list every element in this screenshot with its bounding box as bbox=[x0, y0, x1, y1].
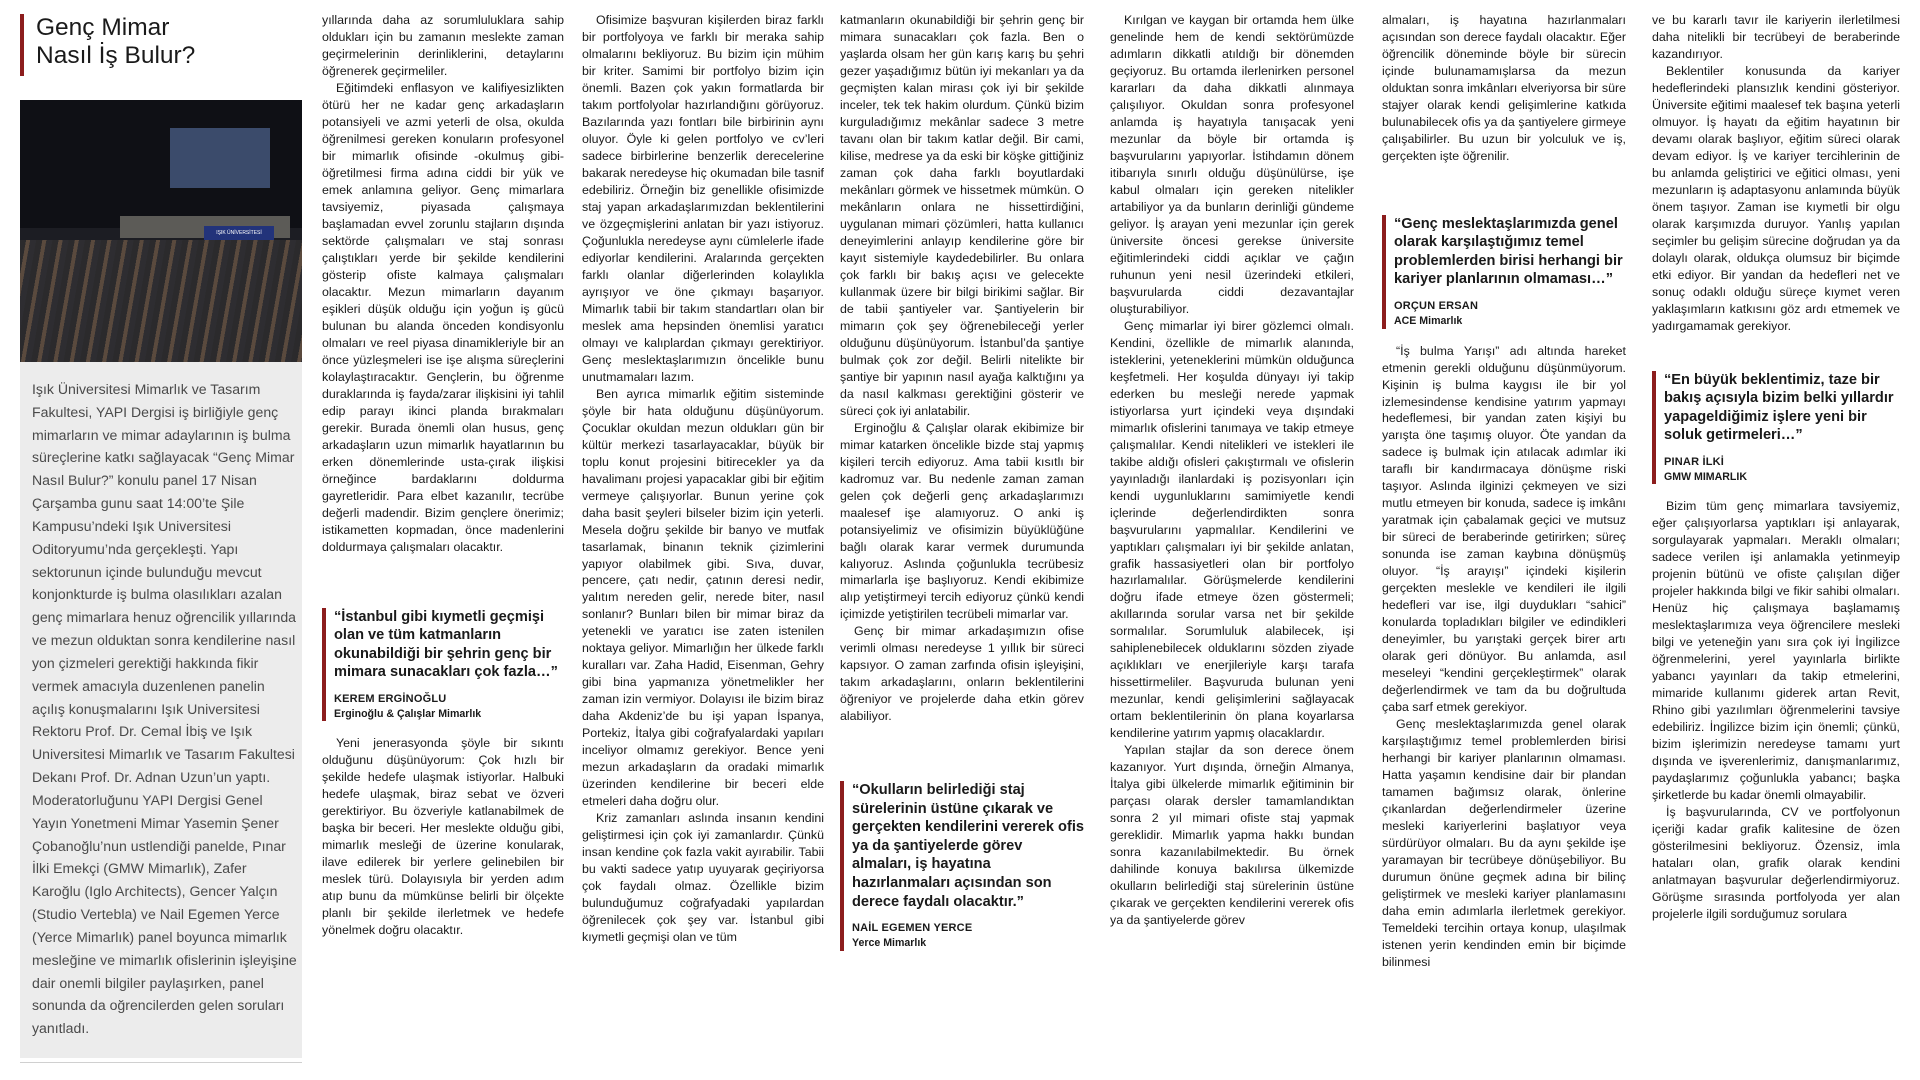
paragraph: katmanların okunabildiği bir şehrin genç bir mimara sunacakları çok fazla. Ben o yaşlarda olsam her gün karış karış bu şehri gezer yaşadığımız bütün iyi mekanları ya da geçmişten kalan mirası çok iyi bir şekilde inceler, tek tek hakim olurdum. Çünkü bizim kurguladığımız mekânlar sadece 3 metre tavanı olan bir takım katlar değil. Bir cami, kilise, medrese ya da eski bir köşke gittiğiniz zaman çok daha farklı boyutlardaki mekânları görmek ve hissetmek mümkün. O mekânların onlara ne hissettirdiğini, uygulanan mimari çözümleri, hatta kullanıcı deneyimlerini anlayıp kendilerine göre bir kayıt sistemiyle kaydedebilirler. Bu onlara çok farklı bir bakış açısı ve gelecekte kullanmak üzere bir bilgi birikimi sağlar. Bir de tabii şantiyeler var. Şantiyelerin bir mimarın çok şey öğrenebileceği yerler olduğunu düşünüyorum. İstanbul’da şantiye bulmak çok zor değil. Belirli nitelikte bir şantiye bir yapının nasıl ayağa kalktığını ya da nasıl kalkması gerektiğini gösterir ve süreci çok iyi anlatabilir. bbox=[840, 13, 1084, 418]
quote-firm: ACE Mimarlık bbox=[1394, 315, 1463, 328]
bottom-rule bbox=[20, 1062, 302, 1063]
paragraph: “İş bulma Yarışı” adı altında hareket etmenin gerekli olduğunu düşünmüyorum. Kişinin iş bulma kaygısı ile bir yol izlemesindense kendisine yatırım yapmayı hedeflemesi, bir yandan zaten kişiyi bu yarışta öne taşımış oluyor. Öte yandan da sadece iş bulmak için atılacak adımlar iki taraflı bir kandırmacaya dönüşme riski taşıyor. Aslında ilginizi çekmeyen ve sizi mutlu etmeyen bir konuda, sadece iş imkânı yaratmak için çabalamak geçici ve mutsuz bir süreci de beraberinde getirirken; süreç sonunda ise zaman kaybına dönüşmüş oluyor. “İş arayışı” içindeki kişilerin gerçekten meslekle ve kendileri ile ilgili hedefleri var ise, ilgi duydukları “sahici” konularda topladıkları bilgiler ve edindikleri deneyimler, bu yarıştaki gerçek birer artı olarak geri dönüyor. Bu anlamda, asıl meseleyi “kendini gerçekleştirmek” olarak değerlendirmek ve tam da bu doğrultuda çaba sarf etmek gerekiyor. bbox=[1382, 343, 1626, 715]
projection-screen bbox=[170, 128, 270, 188]
pull-quote bbox=[1382, 215, 1626, 329]
university-banner bbox=[204, 226, 274, 240]
paragraph: İş başvurularında, CV ve portfolyonun içeriği kadar grafik kalitesine de özen gösterilmesini bekliyoruz. Özensiz, imla hataları olan, grafik olarak kendini anlatmayan başvurular değerlendirmiyoruz. Görüşme sırasında portfolyoda yer alan projelerle ilgili sorduğumuz sorulara bbox=[1652, 805, 1900, 922]
column-7 bbox=[1652, 12, 1900, 923]
paragraph: Genç mimarlar iyi birer gözlemci olmalı. Kendini, özellikle de mimarlık alanında, isteklerini, yeteneklerini mümkün olduğunca keşfetmeli. Her koşulda dünyayı iyi takip ederken bu mesleği nerede yapmak istiyorlarsa yurt içindeki veya dışındaki mimarlık ofislerini tanımaya ve takip etmeye çalışmalılar. Kendi nitelikleri ve istekleri ile takibe aldığı ofisleri çakıştırmalı ve ofislerin yayınladığı ilanlardaki iş pozisyonları için kendi uygunluklarını samimiyetle kendi içlerinde değerlendirdikten sonra başvurularını yapmalılar. Kendilerini ve yaptıkları çalışmaları iyi bir şekilde anlatan, grafik hassasiyetleri olan bir portfolyo hazırlamalılar. Görüşmelerde kendilerini doğru ifade etmeye özen göstermeli; akıllarında sorular varsa net bir şekilde sormalılar. Sorumluluk alabilecek, işi sahiplenebilecek olduklarını sözden ziyade açıklıkları ve enerjileriyle karşı tarafa hissettirmeliler. Başvuruda bulunan yeni mezunlar, kendi gelişimlerini sağlayacak ortam beklentilerinin ön plana koyarlarsa kendilerine yatırım yapmış olacaklardır. bbox=[1110, 318, 1354, 741]
title-column bbox=[20, 14, 302, 76]
title-block bbox=[20, 14, 302, 76]
title-line-1: Genç Mimar bbox=[36, 14, 170, 41]
pull-quote bbox=[840, 781, 1084, 950]
paragraph: Bizim tüm genç mimarlara tavsiyemiz, eğer çalışıyorlarsa yaptıkları işi anlayarak, sorgulayarak yapmaları. Meraklı olmaları; sadece verilen işi anlamakla yetinmeyip projenin bütünü ve ofiste çalışılan diğer projeler hakkında bilgi ve fikir sahibi olmaları. Henüz hiç çalışmaya başlamamış meslektaşlarımıza veya öğrencilere mesleki bilgi ve yeteneğin yanı sıra çok iyi İngilizce öğrenmelerini, yerel yayınlarla birlikte yabancı yayınları da takip etmelerini, mimaride kullanımı giderek artan Revit, Rhino gibi yazılımları öğrenmelerini tavsiye edebiliriz. İngilizce bizim için önemli; çünkü, bizim işlerimizin neredeyse tamamı yurt dışında ve işverenlerimiz, danışmanlarımız, paydaşlarımız çoğunlukla yabancı; başka şirketlerde bu kadar önemli olmayabilir. bbox=[1652, 499, 1900, 803]
title-line-2: Nasıl İş Bulur? bbox=[36, 42, 196, 70]
quote-author: KEREM ERGİNOĞLU bbox=[334, 692, 447, 705]
paragraph: ve bu kararlı tavır ile kariyerin ilerletilmesi daha nitelikli bir tecrübeyi de beraberinde kazandırıyor. bbox=[1652, 13, 1900, 61]
paragraph: Yapılan stajlar da son derece önem kazanıyor. Yurt dışında, örneğin Almanya, İtalya gibi ülkelerde mimarlık eğitiminin bir parçası olarak dersler tamamlandıktan sonra 2 yıl mimari ofiste staj yapmak gereklidir. Mimarlık yapma hakkı bundan sonra kazanılabilmektedir. Bu örnek dahilinde konuya bakılırsa ülkemizde okulların belirlediği staj sürelerinin üstüne çıkarak ve gerçekten kendilerini vererek ofis ya da şantiyelerde görev bbox=[1110, 743, 1354, 928]
paragraph: Genç meslektaşlarımızda genel olarak karşılaştığımız temel problemlerden birisi herhangi bir kariyer planlarının olmaması. Hatta yaşamın kendisine dair bir plandan tamamen bağımsız olarak, önlerine çıkanlardan değerlendirmeler üzerine mesleki kariyerlerini başlatıyor veya sürdürüyor olmaları. Bu da aynı şekilde işe yaramayan bir tecrübeye dönüşebiliyor. Bu durumun önüne geçmek adına bir bilinç geliştirmek ve mesleki kariyer planlamasını daha emin adımlarla ilerletmek gerekiyor. Temeldeki tercihin ortaya konup, ulaşılmak istenen yerin kendinden emin bir biçimde bilinmesi bbox=[1382, 717, 1626, 969]
paragraph: Beklentiler konusunda da kariyer hedeflerindeki plansızlık kendini gösteriyor. Üniversite eğitimi maalesef tek başına yeterli olmuyor. İş hayatı da eğitim hayatının bir devamı olarak başlıyor, eğitim süreci olarak devam ediyor. İş ve kariyer tercihlerinin de bu anlamda geliştirici ve eğitici olması, yeni mezunların iş adaptasyonu anlamında büyük önem taşıyor. Zaman ise kıymetli bir olgu olarak karşımızda duruyor. Yanlış yapılan seçimler bu gelişim sürecine doğrudan ya da dolaylı olarak, oldukça olumsuz bir biçimde etki ediyor. Bir yandan da hedefleri net ve sonuç odaklı olduğu süreçe kıymet veren yaklaşımların katkısını göz ardı etmemek ve yadırgamamak gerekiyor. bbox=[1652, 63, 1900, 333]
quote-firm: Erginoğlu & Çalışlar Mimarlık bbox=[334, 707, 482, 720]
quote-author: PINAR İLKİ bbox=[1664, 455, 1725, 468]
audience bbox=[20, 240, 302, 362]
paragraph: almaları, iş hayatına hazırlanmaları açısından son derece faydalı olacaktır. Eğer öğrencilik döneminde böyle bir sürecin içinde bulunamamışlarsa da mezun olduktan sonra imkânları elveriyorsa bir süre stajyer olarak kendi gelişimlerine katkıda bulunabilecek ofis ya da şantiyelere girmeye çalışabilirler. Bu uzun bir yolculuk ve iş, gerçekten işte öğrenilir. bbox=[1382, 13, 1626, 163]
intro-text: Işık Üniversitesi Mimarlık ve Tasarım Fakultesi, YAPI Dergisi iş birliğiyle genç mimarların ve mimar adaylarının iş bulma süreçlerine katkı sağlayacak “Genç Mimar Nasıl Bulur?” konulu panel 17 Nisan Çarşamba gunu saat 14:00’te Şile Kampusu’ndeki Işık Universitesi Oditoryumu’nda gerçekleşti. Yapı sektorunun içinde bulunduğu mevcut konjonkturde iş bulma olasılıkları azalan genç mimarlara henuz oğrencilik yıllarında ve mezun olduktan sonra kendilerine nasıl yon çizmeleri gerektiği hakkında fikir vermek amacıyla duzenlenen panelin açılış konuşmalarını Işık Universitesi Rektoru Prof. Dr. Cemal İbiş ve Işık Universitesi Mimarlık ve Tasarım Fakultesi Dekanı Prof. Dr. Adnan Uzun’un yaptı. Moderatorluğunu YAPI Dergisi Genel Yayın Yonetmeni Mimar Yasemin Şener Çobanoğlu’nun ustlendiği panelde, Pınar İlki Emekçi (GMW Mimarlık), Zafer Karoğlu (Iglo Architects), Gencer Yalçın (Studio Vertebla) ve Nail Egemen Yerce (Yerce Mimarlık) panel boyunca mimarlık mesleğine ve mimarlık ofislerinin işleyişine dair onemli bilgiler paylaşırken, panel sonunda da oğrencilerden gelen soruları yanıtladı. bbox=[32, 381, 297, 1037]
quote-firm: GMW MIMARLIK bbox=[1664, 470, 1747, 483]
column-3 bbox=[582, 12, 824, 946]
paragraph: yıllarında daha az sorumluluklara sahip oldukları için bu zamanın meslekte zaman geçirmelerinin derinliklerini, detaylarını öğrenerek geçirmeliler. bbox=[322, 13, 564, 78]
banner-text: IŞIK ÜNİVERSİTESİ bbox=[216, 230, 262, 236]
paragraph: Kırılgan ve kaygan bir ortamda hem ülke genelinde hem de kendi sektörümüzde adımların dikkatli atıldığı bir dönemden geçiyoruz. Bu ortamda ilerlenirken personel kararları da daha dikkatli alınmaya çalışılıyor. Okuldan sonra profesyonel anlamda iş hayatıyla tanışacak yeni mezunlar da böyle bir ortamda iş başvurularını yapıyorlar. İstihdamın dönem itibarıyla sınırlı olduğu düşünülürse, işe kabul olmaları için gereken nitelikler artabiliyor ya da bunların derinliği gündeme geliyor. İş arayan yeni mezunlar için gerek üniversite öncesi gerekse üniversite eğitimlerindeki ciddi açıklar ve çağın ruhunun yeni nesil üzerindeki etkileri, başvurularda ciddi dezavantajlar oluşturabiliyor. bbox=[1110, 13, 1354, 316]
paragraph: Kriz zamanları aslında insanın kendini geliştirmesi için çok iyi zamanlardır. Çünkü insan kendine çok fazla vakit ayırabilir. Tabii bu vakti sadece yatıp uyuyarak geçiriyorsa çok faydalı olmaz. Özellikle bizim bulunduğumuz coğrafyadaki yapılardan öğrenilecek çok şey var. İstanbul gibi kıymetli geçmişi olan ve tüm bbox=[582, 811, 824, 945]
quote-text: “Genç meslektaşlarımızda genel olarak karşılaştığımız temel problemlerden birisi herhangi bir kariyer planlarının olmaması…” bbox=[1394, 215, 1623, 288]
column-2 bbox=[322, 12, 564, 939]
panel-photo bbox=[20, 100, 302, 362]
paragraph: Eğitimdeki enflasyon ve kalifiyesizlikten ötürü her ne kadar genç arkadaşların potansiyeli ve azmi yeterli de olsa, okulda öğrenilmesi gereken konuların profesyonel bir mimarlık ofisinde -okulmuş gibi- öğretilmesi firma adına ciddi bir yük ve emek anlamına geliyor. Genç mimarlara tavsiyemiz, piyasada çalışmaya başlamadan evvel zorunlu stajların dışında sektörde çalışmaları ve staj sonrası çalıştıkları yerde bir şekilde kendilerini gösterip ofiste kalmaya çalışmaları olacaktır. Mezun mimarların dayanım eşikleri düşük olduğu için yoğun iş gücü bulunan bu alanda önceden kondisyonlu olmaları ve reel piyasa dinamikleriyle bir an önce yüzleşmeleri ise işe alışma süreçlerini kolaylaştıracaktır. Gençlerin, bu öğrenme duraklarında iş fayda/zarar ilişkisini iyi tahlil edip parayı ikinci planda bırakmaları gerekir. Burada önemli olan husus, genç arkadaşların uzun mimarlık hayatlarının bu erken dönemlerinde usta-çırak ilişkisi örneğince bardaklarını doldurma gayretleridir. Para elbet kazanılır, tecrübe değerli madendir. Bizim gençlere önerimiz; istikametten kopmadan, önce madenlerini doldurmaya çalışmaları olacaktır. bbox=[322, 80, 564, 554]
column-5 bbox=[1110, 12, 1354, 929]
column-4 bbox=[840, 12, 1084, 965]
article-title bbox=[36, 14, 302, 70]
quote-author: NAİL EGEMEN YERCE bbox=[852, 922, 973, 935]
pull-quote bbox=[1652, 371, 1900, 485]
quote-text: “Okulların belirlediği staj sürelerinin üstüne çıkarak ve gerçekten kendilerini vererek ofis ya da şantiyelerde görev almaları, iş hayatına hazırlanmaları açısından son derece faydalı olacaktır.” bbox=[852, 782, 1084, 910]
quote-text: “İstanbul gibi kıymetli geçmişi olan ve tüm katmanların okunabildiği bir şehrin genç bir mimara sunacakları çok fazla…” bbox=[334, 608, 558, 681]
paragraph: Ben ayrıca mimarlık eğitim sisteminde şöyle bir hata olduğunu düşünüyorum. Çocuklar okuldan mezun oldukları gün bir kültür merkezi tasarlayacaklar, büyük bir toplu konut projesini bitirecekler ya da havalimanı projesi yapacaklar gibi bir eğitim vermeye çalışıyorlar. Bunun yerine çok daha basit şeyleri bilseler bizim için yeterli. Mesela doğru şekilde bir banyo ve mutfak tasarlamak, binanın teknik çizimlerini yapıyor olabilmek gibi. Sıva, duvar, pencere, çatı nedir, çatının deresi nedir, yalıtım nereden gelir, nerede biter, nasıl sonlanır? Bunları bilen bir mimar biraz da yetenekli ve yaratıcı ise zaten istenilen noktaya geliyor. Mimarlığın her ülkede farklı kuralları var. Zaha Hadid, Eisenman, Gehry gibi bina yapmanıza yönetmelikler her zaman izin vermiyor. Dolayısı ile bizim biraz daha Akdeniz’de bu işi yapan İspanya, Portekiz, İtalya gibi coğrafyalardaki yapıları inceliyor olmamız gerekiyor. Bence yeni mezun arkadaşların da oradaki mimarlık üzerinden kendilerine bir beceri elde etmeleri daha doğru olur. bbox=[582, 386, 824, 809]
paragraph: Erginoğlu & Çalışlar olarak ekibimize bir mimar katarken öncelikle bizde staj yapmış kişileri tercih ediyoruz. Ama tabii kısıtlı bir kadromuz var. Bu nedenle zaman zaman gelen çok değerli genç arkadaşlarımızı maalesef işe alamıyoruz. O anki iş potansiyelimiz ve ofisimizin büyüklüğüne bağlı olarak karar vermek durumunda kalıyoruz. Aslında çoğunlukla tecrübesiz mimarlarla işe başlıyoruz. Kendi ekibimize alıp yetiştirmeyi tercih ediyoruz çünkü kendi içimizde yetiştirilen tecrübeli mimarlar var. bbox=[840, 420, 1084, 622]
column-6 bbox=[1382, 12, 1626, 971]
paragraph: Genç bir mimar arkadaşımızın ofise verimli olması neredeyse 1 yıllık bir süreci kapsıyor. O zaman zarfında ofisin işleyişini, takım arkadaşlarını, onların beklentilerini öğreniyor ve projelerde daha etkin görev alabiliyor. bbox=[840, 624, 1084, 724]
paragraph: Ofisimize başvuran kişilerden biraz farklı bir portfolyoya ve farklı bir meraka sahip olmalarını bekliyoruz. Bu bizim için mühim bir kriter. Samimi bir portfolyo bizim için önemli. Bazen çok yakın formatlarda bir takım portfolyolar hazırlandığını görüyoruz. Bazılarında yazı fontları bile birbirinin aynı oluyor. Öyle ki gelen portfolyo ve cv’leri sadece birbirlerine benzerlik derecelerine bakarak neredeyse hiç okumadan bile tasnif edebiliriz. Örneğin biz genellikle ofisimizde staj yapan arkadaşlarımızdan beklentilerini ve özgeçmişlerini anlatan bir yazı istiyoruz. Çoğunlukla neredeyse aynı cümlelerle ifade ediyorlar kendilerini. Aralarında gerçekten farklı olanlar diğerlerinden kolaylıkla ayrışıyor ve öne çıkmayı başarıyor. Mimarlık tabii bir takım standartları olan bir meslek ama hepsinden önemlisi yaratıcı olmayı ve kalıplardan çıkmayı gerektiriyor. Genç meslektaşlarımızın öncelikle bunu unutmamaları lazım. bbox=[582, 13, 824, 384]
quote-text: “En büyük beklentimiz, taze bir bakış açısıyla bizim belki yıllardır yapageldiğimiz işlere yeni bir soluk getirmeleri…” bbox=[1664, 371, 1894, 444]
pull-quote bbox=[322, 608, 564, 722]
paragraph: Yeni jenerasyonda şöyle bir sıkıntı olduğunu düşünüyorum: Çok hızlı bir şekilde hedefe ulaşmak istiyorlar. Halbuki hedefe ulaşmak, biraz sebat ve özveri gerektiriyor. Bu özveriyle katlanabilmek de başka bir beceri. Her meslekte olduğu gibi, mimarlık mesleği de üzerine konularak, ilave edilerek bir yerlere gelinebilen bir meslek türü. Dolayısıyla bir yerden adım atıp bunu da mümkünse belirli bir ölçekte planlı bir şekilde ilerletmek ve hedefe yönelmek doğru olacaktır. bbox=[322, 736, 564, 938]
quote-firm: Yerce Mimarlık bbox=[852, 937, 927, 950]
quote-author: ORÇUN ERSAN bbox=[1394, 299, 1479, 312]
